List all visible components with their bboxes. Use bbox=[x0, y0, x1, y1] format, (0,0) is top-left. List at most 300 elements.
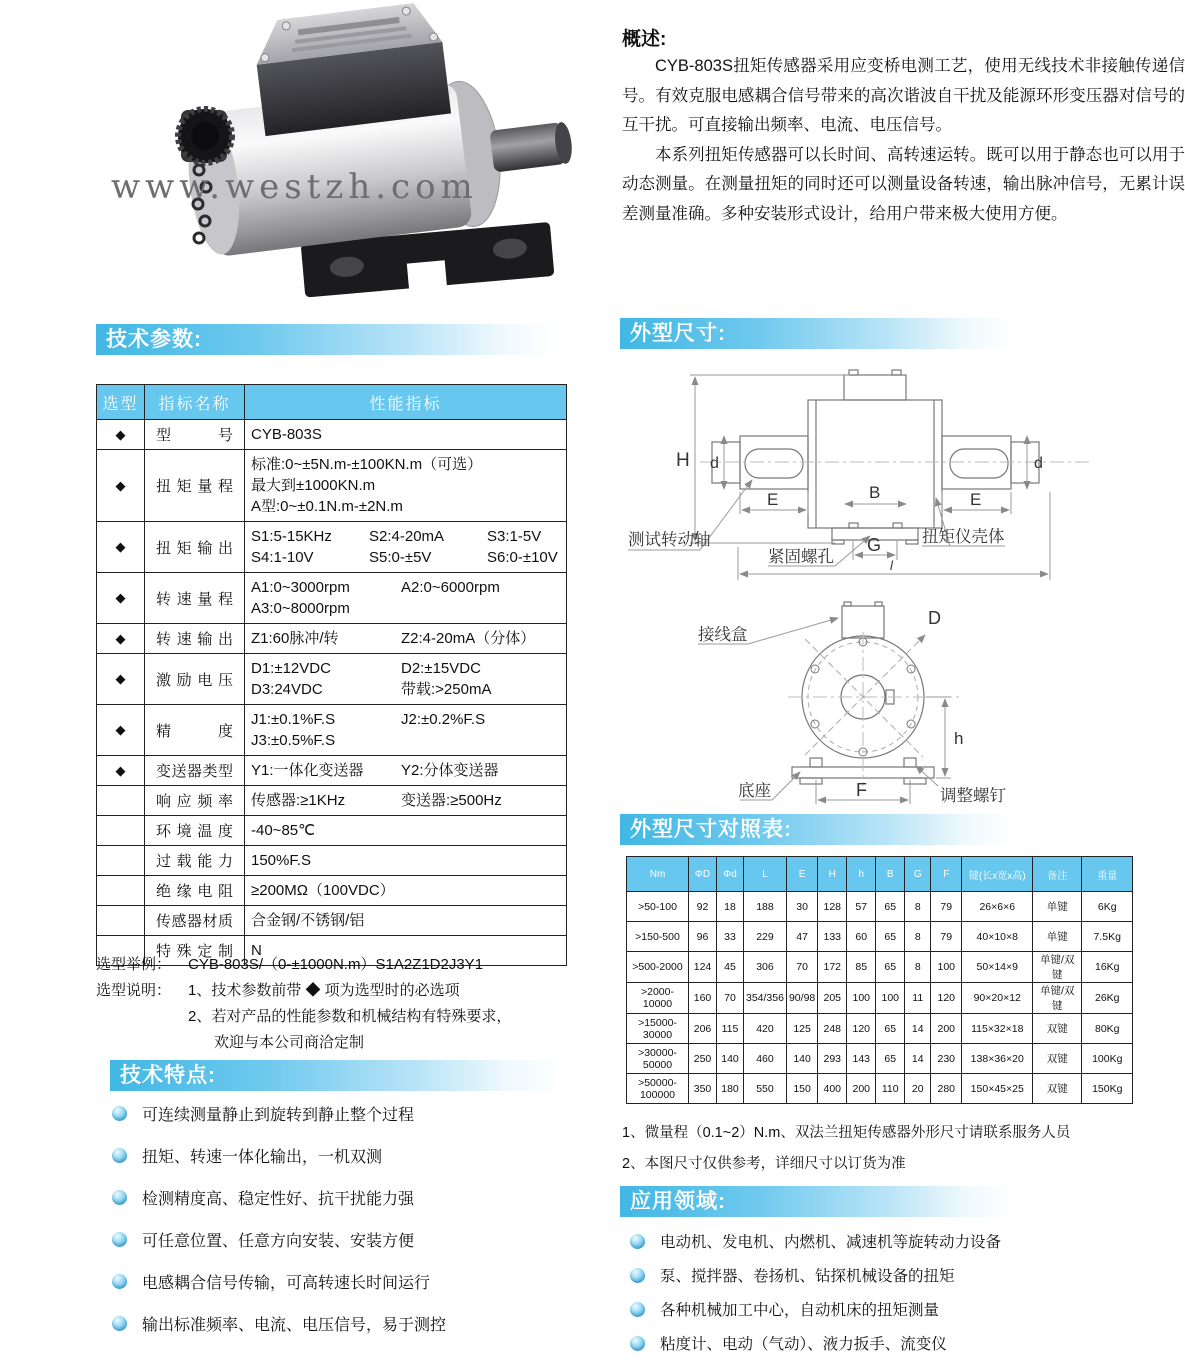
dim-label-h: h bbox=[954, 729, 964, 748]
table-row bbox=[97, 876, 567, 906]
dim-value-cell: 120 bbox=[847, 1014, 876, 1044]
section-title: 应用领域: bbox=[630, 1190, 726, 1213]
bullet-icon bbox=[630, 1302, 645, 1317]
column-header: B bbox=[876, 857, 905, 892]
dim-value-cell: 7.5Kg bbox=[1082, 922, 1133, 952]
watermark-text: www.westzh.com bbox=[111, 167, 478, 207]
param-name-cell: 转速输出 bbox=[145, 624, 245, 654]
value-line bbox=[251, 454, 560, 475]
overview-paragraph: 本系列扭矩传感器可以长时间、高转速运转。既可以用于静态也可以用于动态测量。在测量扭矩的同时还可以测量设备转速，输出脉冲信号，无累计误差测量准确。多种安装形式设计，给用户带来极大使用方便。 bbox=[622, 145, 1185, 223]
value-line bbox=[251, 760, 560, 781]
value-segment: D2:±15VDC bbox=[401, 660, 481, 677]
dim-label-F: F bbox=[856, 780, 867, 800]
dim-value-cell: 8 bbox=[905, 952, 931, 983]
dim-value-cell: 172 bbox=[818, 952, 847, 983]
front-view-diagram bbox=[620, 590, 1185, 815]
param-name-cell: 精度 bbox=[145, 705, 245, 756]
value-segment: Z1:60脉冲/转 bbox=[251, 630, 339, 647]
table-row bbox=[627, 983, 1133, 1014]
dim-value-cell: 14 bbox=[905, 1044, 931, 1074]
dim-value-cell: 420 bbox=[744, 1014, 787, 1044]
bullet-icon bbox=[112, 1148, 127, 1163]
param-value-cell bbox=[245, 705, 567, 756]
column-header: 键(长x宽x高) bbox=[962, 857, 1033, 892]
dim-value-cell: 单键 bbox=[1033, 892, 1082, 922]
dim-value-cell: 80Kg bbox=[1082, 1014, 1133, 1044]
value-line bbox=[251, 730, 560, 751]
param-name-cell: 激励电压 bbox=[145, 654, 245, 705]
dim-value-cell: 8 bbox=[905, 892, 931, 922]
tech-table-header-row bbox=[97, 385, 567, 420]
overview-title: 概述: bbox=[622, 29, 667, 50]
dim-label-d-left: d bbox=[710, 455, 719, 472]
dim-value-cell: 100 bbox=[876, 983, 905, 1014]
value-segment: 150%F.S bbox=[251, 852, 312, 869]
selection-note-line-2b: 欢迎与本公司商洽定制 bbox=[214, 1034, 365, 1051]
dim-value-cell: 350 bbox=[689, 1074, 717, 1104]
param-name-cell: 型号 bbox=[145, 420, 245, 450]
dim-value-cell: 200 bbox=[931, 1014, 962, 1044]
dim-value-cell: 229 bbox=[744, 922, 787, 952]
list-item bbox=[112, 1186, 574, 1209]
selection-note-line-2: 2、若对产品的性能参数和机械结构有特殊要求， bbox=[188, 1008, 512, 1025]
selection-example-value: CYB-803S/（0-±1000N.m）S1A2Z1D2J3Y1 bbox=[188, 956, 484, 973]
dims-table-body bbox=[627, 892, 1133, 1104]
callout-junction-box: 接线盒 bbox=[698, 626, 748, 644]
column-header: G bbox=[905, 857, 931, 892]
value-segment: A2:0~6000rpm bbox=[401, 579, 500, 596]
value-segment: ≥200MΩ（100VDC） bbox=[251, 882, 395, 899]
dim-value-cell: 140 bbox=[786, 1044, 817, 1074]
value-segment: S2:4-20mA bbox=[369, 528, 445, 545]
junction-box-outline bbox=[844, 375, 906, 400]
param-name-cell: 绝缘电阻 bbox=[145, 876, 245, 906]
dim-value-cell: 90×20×12 bbox=[962, 983, 1033, 1014]
required-mark-cell: ◆ bbox=[97, 420, 145, 450]
dim-value-cell: 单键 bbox=[1033, 922, 1082, 952]
dim-value-cell: >15000-30000 bbox=[627, 1014, 689, 1044]
table-row bbox=[97, 522, 567, 573]
features-list bbox=[112, 1102, 574, 1354]
value-segment: S5:0-±5V bbox=[369, 549, 432, 566]
list-item-text: 可任意位置、任意方向安装、安装方便 bbox=[142, 1233, 415, 1250]
selection-note-1: 1、技术参数前带 ◆ 项为选型时的必选项 bbox=[188, 982, 460, 999]
dim-value-cell: 70 bbox=[717, 983, 744, 1014]
dim-value-cell: 150Kg bbox=[1082, 1074, 1133, 1104]
dim-value-cell: 550 bbox=[744, 1074, 787, 1104]
dim-value-cell: 180 bbox=[717, 1074, 744, 1104]
list-item-text: 泵、搅拌器、卷扬机、钻探机械设备的扭矩 bbox=[660, 1268, 955, 1285]
bullet-icon bbox=[630, 1268, 645, 1283]
list-item bbox=[112, 1144, 574, 1167]
value-segment: 标准:0~±5N.m-±100KN.m（可选） bbox=[251, 456, 483, 473]
bullet-icon bbox=[112, 1232, 127, 1247]
value-line bbox=[251, 598, 560, 619]
column-header-performance: 性能指标 bbox=[245, 385, 567, 420]
dim-value-cell: 14 bbox=[905, 1014, 931, 1044]
value-line bbox=[251, 820, 560, 841]
callout-test-shaft: 测试转动轴 bbox=[628, 531, 711, 549]
value-line bbox=[251, 577, 560, 598]
dim-value-cell: 200 bbox=[847, 1074, 876, 1104]
tech-params-body bbox=[97, 420, 567, 966]
section-title: 外型尺寸: bbox=[630, 322, 726, 345]
required-mark-cell bbox=[97, 876, 145, 906]
table-row bbox=[97, 786, 567, 816]
dim-value-cell: 90/98 bbox=[786, 983, 817, 1014]
dim-label-E-right: E bbox=[970, 490, 982, 509]
section-banner-applications bbox=[620, 1186, 1013, 1217]
section-banner-tech-params bbox=[96, 324, 556, 355]
table-row bbox=[627, 1014, 1133, 1044]
column-header: h bbox=[847, 857, 876, 892]
dim-value-cell: 65 bbox=[876, 1044, 905, 1074]
value-segment: D3:24VDC bbox=[251, 681, 323, 698]
value-line bbox=[251, 658, 560, 679]
applications-list bbox=[630, 1230, 1185, 1366]
dims-note-2: 2、本图尺寸仅供参考，详细尺寸以订货为准 bbox=[622, 1156, 906, 1172]
column-header-param-name: 指标名称 bbox=[145, 385, 245, 420]
param-name-cell: 响应频率 bbox=[145, 786, 245, 816]
dim-value-cell: 400 bbox=[818, 1074, 847, 1104]
table-row bbox=[97, 846, 567, 876]
required-mark-cell: ◆ bbox=[97, 756, 145, 786]
dim-value-cell: 65 bbox=[876, 952, 905, 983]
table-row bbox=[97, 654, 567, 705]
callout-adjust-screw: 调整螺钉 bbox=[940, 787, 1006, 805]
list-item-text: 可连续测量静止到旋转到静止整个过程 bbox=[142, 1107, 415, 1124]
selection-example-label: 选型举例： bbox=[96, 956, 172, 973]
param-name-cell: 变送器类型 bbox=[145, 756, 245, 786]
value-segment: S4:1-10V bbox=[251, 549, 314, 566]
value-line bbox=[251, 424, 560, 445]
dim-label-E-left: E bbox=[767, 490, 779, 509]
required-mark-cell: ◆ bbox=[97, 450, 145, 522]
dim-value-cell: 92 bbox=[689, 892, 717, 922]
dim-value-cell: 47 bbox=[786, 922, 817, 952]
selection-info bbox=[96, 952, 576, 1056]
param-value-cell bbox=[245, 522, 567, 573]
column-header: L bbox=[744, 857, 787, 892]
dims-table bbox=[626, 856, 1133, 1104]
list-item bbox=[112, 1270, 574, 1293]
dim-value-cell: 115 bbox=[717, 1014, 744, 1044]
dim-value-cell: 100Kg bbox=[1082, 1044, 1133, 1074]
callout-base: 底座 bbox=[738, 782, 771, 800]
value-segment: A型:0~±0.1N.m-±2N.m bbox=[251, 498, 403, 515]
value-line bbox=[251, 547, 560, 568]
dim-value-cell: 单键/双键 bbox=[1033, 952, 1082, 983]
dim-value-cell: 110 bbox=[876, 1074, 905, 1104]
dim-value-cell: 65 bbox=[876, 922, 905, 952]
value-segment: CYB-803S bbox=[251, 426, 322, 443]
dim-value-cell: 8 bbox=[905, 922, 931, 952]
housing-outline bbox=[808, 400, 942, 528]
dim-value-cell: 143 bbox=[847, 1044, 876, 1074]
section-title: 外型尺寸对照表: bbox=[630, 818, 792, 841]
required-mark-cell: ◆ bbox=[97, 654, 145, 705]
table-row bbox=[627, 952, 1133, 983]
list-item bbox=[112, 1102, 574, 1125]
dim-value-cell: 188 bbox=[744, 892, 787, 922]
value-line bbox=[251, 709, 560, 730]
value-segment: 带载:>250mA bbox=[401, 681, 492, 698]
dim-value-cell: 138×36×20 bbox=[962, 1044, 1033, 1074]
required-mark-cell: ◆ bbox=[97, 522, 145, 573]
dim-value-cell: 140 bbox=[717, 1044, 744, 1074]
dim-label-l: l bbox=[890, 558, 893, 573]
value-segment: Y1:一体化变送器 bbox=[251, 762, 364, 779]
list-item-text: 电感耦合信号传输，可高转速长时间运行 bbox=[142, 1275, 431, 1292]
dim-value-cell: 11 bbox=[905, 983, 931, 1014]
list-item-text: 输出标准频率、电流、电压信号，易于测控 bbox=[142, 1317, 447, 1334]
dim-value-cell: 双键 bbox=[1033, 1074, 1082, 1104]
required-mark-cell: ◆ bbox=[97, 573, 145, 624]
dim-label-B: B bbox=[869, 483, 881, 502]
dim-value-cell: 160 bbox=[689, 983, 717, 1014]
dim-value-cell: 306 bbox=[744, 952, 787, 983]
value-line bbox=[251, 790, 560, 811]
value-line bbox=[251, 496, 560, 517]
overview-text bbox=[622, 52, 1185, 229]
list-item-text: 电动机、发电机、内燃机、减速机等旋转动力设备 bbox=[660, 1234, 1002, 1251]
value-segment: S1:5-15KHz bbox=[251, 528, 332, 545]
overview-paragraph: CYB-803S扭矩传感器采用应变桥电测工艺，使用无线技术非接触传递信号。有效克服电感耦合信号带来的高次谐波自干扰及能源环形变压器对信号的互干扰。可直接输出频率、电流、电压信号。 bbox=[622, 57, 1185, 134]
dim-value-cell: 26×6×6 bbox=[962, 892, 1033, 922]
list-item-text: 扭矩、转速一体化输出，一机双测 bbox=[142, 1149, 383, 1166]
dim-value-cell: 单键/双键 bbox=[1033, 983, 1082, 1014]
param-value-cell bbox=[245, 420, 567, 450]
selection-note-line-1 bbox=[96, 978, 576, 1004]
dim-value-cell: 30 bbox=[786, 892, 817, 922]
value-segment: A1:0~3000rpm bbox=[251, 579, 350, 596]
table-row bbox=[97, 705, 567, 756]
dim-value-cell: 33 bbox=[717, 922, 744, 952]
dim-value-cell: >500-2000 bbox=[627, 952, 689, 983]
selection-note-label: 选型说明： bbox=[96, 982, 172, 999]
dim-value-cell: 150×45×25 bbox=[962, 1074, 1033, 1104]
table-row bbox=[627, 1074, 1133, 1104]
column-header: Φd bbox=[717, 857, 744, 892]
dim-value-cell: 128 bbox=[818, 892, 847, 922]
param-value-cell bbox=[245, 573, 567, 624]
dims-table-head-row bbox=[627, 857, 1133, 892]
bullet-icon bbox=[112, 1316, 127, 1331]
column-header: Nm bbox=[627, 857, 689, 892]
table-row bbox=[97, 450, 567, 522]
side-view-diagram bbox=[620, 352, 1185, 590]
value-line bbox=[251, 679, 560, 700]
tech-params-table bbox=[96, 384, 567, 966]
value-segment: 合金钢/不锈钢/铝 bbox=[251, 912, 365, 929]
value-line bbox=[251, 628, 560, 649]
dim-value-cell: >2000-10000 bbox=[627, 983, 689, 1014]
callout-fixing-screw-hole: 紧固螺孔 bbox=[768, 548, 834, 566]
dim-value-cell: 124 bbox=[689, 952, 717, 983]
dim-value-cell: 125 bbox=[786, 1014, 817, 1044]
dim-value-cell: 50×14×9 bbox=[962, 952, 1033, 983]
value-segment: D1:±12VDC bbox=[251, 660, 331, 677]
value-segment: S6:0-±10V bbox=[487, 549, 558, 566]
param-value-cell bbox=[245, 876, 567, 906]
column-header: 备注 bbox=[1033, 857, 1082, 892]
param-value-cell bbox=[245, 786, 567, 816]
column-header: H bbox=[818, 857, 847, 892]
dim-value-cell: 230 bbox=[931, 1044, 962, 1074]
product-photo-drawing bbox=[95, 0, 580, 315]
dim-value-cell: 70 bbox=[786, 952, 817, 983]
section-title: 技术参数: bbox=[106, 328, 202, 351]
column-header: 重量 bbox=[1082, 857, 1133, 892]
dim-value-cell: 120 bbox=[931, 983, 962, 1014]
dim-value-cell: 248 bbox=[818, 1014, 847, 1044]
column-header: ΦD bbox=[689, 857, 717, 892]
value-segment: -40~85℃ bbox=[251, 822, 315, 839]
selection-example-line bbox=[96, 952, 576, 978]
value-line bbox=[251, 526, 560, 547]
dim-label-G: G bbox=[867, 535, 882, 555]
param-value-cell bbox=[245, 654, 567, 705]
required-mark-cell bbox=[97, 846, 145, 876]
dim-value-cell: 100 bbox=[847, 983, 876, 1014]
dim-value-cell: 双键 bbox=[1033, 1014, 1082, 1044]
list-item bbox=[630, 1332, 1185, 1354]
dim-value-cell: 65 bbox=[876, 1014, 905, 1044]
column-header-selection: 选型 bbox=[97, 385, 145, 420]
bullet-icon bbox=[112, 1274, 127, 1289]
column-header: F bbox=[931, 857, 962, 892]
value-segment: S3:1-5V bbox=[487, 528, 542, 545]
dims-table-notes bbox=[622, 1118, 1185, 1180]
list-item bbox=[112, 1228, 574, 1251]
table-row bbox=[97, 756, 567, 786]
dim-label-d-right: d bbox=[1034, 455, 1043, 472]
table-row bbox=[627, 892, 1133, 922]
dim-value-cell: >50-100 bbox=[627, 892, 689, 922]
bullet-icon bbox=[112, 1190, 127, 1205]
param-value-cell bbox=[245, 756, 567, 786]
value-segment: 最大到±1000KN.m bbox=[251, 477, 376, 494]
dim-value-cell: 206 bbox=[689, 1014, 717, 1044]
dim-value-cell: 20 bbox=[905, 1074, 931, 1104]
table-row bbox=[97, 816, 567, 846]
section-title: 技术特点: bbox=[120, 1064, 216, 1087]
table-row bbox=[97, 906, 567, 936]
dim-value-cell: 79 bbox=[931, 892, 962, 922]
dim-value-cell: 100 bbox=[931, 952, 962, 983]
value-segment: J1:±0.1%F.S bbox=[251, 711, 336, 728]
dim-value-cell: 205 bbox=[818, 983, 847, 1014]
required-mark-cell bbox=[97, 816, 145, 846]
section-banner-features bbox=[110, 1060, 562, 1091]
dim-value-cell: >30000-50000 bbox=[627, 1044, 689, 1074]
product-photo bbox=[95, 0, 580, 315]
list-item bbox=[630, 1298, 1185, 1320]
dim-value-cell: 65 bbox=[876, 892, 905, 922]
dim-value-cell: 250 bbox=[689, 1044, 717, 1074]
dim-value-cell: 45 bbox=[717, 952, 744, 983]
required-mark-cell: ◆ bbox=[97, 624, 145, 654]
dim-value-cell: 150 bbox=[786, 1074, 817, 1104]
param-name-cell: 扭矩输出 bbox=[145, 522, 245, 573]
dim-value-cell: 354/356 bbox=[744, 983, 787, 1014]
required-mark-cell bbox=[97, 906, 145, 936]
dim-label-D: D bbox=[928, 608, 941, 628]
required-mark-cell: ◆ bbox=[97, 705, 145, 756]
callout-torque-housing: 扭矩仪壳体 bbox=[922, 528, 1005, 546]
value-segment: Y2:分体变送器 bbox=[401, 762, 499, 779]
dim-value-cell: 85 bbox=[847, 952, 876, 983]
bullet-icon bbox=[112, 1106, 127, 1121]
sensor-junction-box bbox=[252, 0, 451, 136]
dim-value-cell: 133 bbox=[818, 922, 847, 952]
value-segment: 变送器:≥500Hz bbox=[401, 792, 502, 809]
list-item-text: 粘度计、电动（气动）、液力扳手、流变仪 bbox=[660, 1336, 947, 1353]
dim-value-cell: 293 bbox=[818, 1044, 847, 1074]
dim-value-cell: 96 bbox=[689, 922, 717, 952]
param-name-cell: 过载能力 bbox=[145, 846, 245, 876]
value-line bbox=[251, 850, 560, 871]
dim-value-cell: >50000-100000 bbox=[627, 1074, 689, 1104]
dim-value-cell: 280 bbox=[931, 1074, 962, 1104]
value-segment: A3:0~8000rpm bbox=[251, 600, 350, 617]
dim-value-cell: 26Kg bbox=[1082, 983, 1133, 1014]
param-value-cell bbox=[245, 450, 567, 522]
table-row bbox=[627, 1044, 1133, 1074]
dim-label-H: H bbox=[676, 450, 690, 471]
dim-value-cell: 40×10×8 bbox=[962, 922, 1033, 952]
value-line bbox=[251, 910, 560, 931]
param-value-cell bbox=[245, 816, 567, 846]
value-segment: 传感器:≥1KHz bbox=[251, 792, 346, 809]
list-item bbox=[112, 1312, 574, 1335]
list-item-text: 检测精度高、稳定性好、抗干扰能力强 bbox=[142, 1191, 415, 1208]
value-line bbox=[251, 475, 560, 496]
dim-value-cell: 18 bbox=[717, 892, 744, 922]
column-header: E bbox=[786, 857, 817, 892]
dim-value-cell: >150-500 bbox=[627, 922, 689, 952]
value-segment: J3:±0.5%F.S bbox=[251, 732, 336, 749]
table-row bbox=[97, 624, 567, 654]
param-name-cell: 扭矩量程 bbox=[145, 450, 245, 522]
list-item-text: 各种机械加工中心，自动机床的扭矩测量 bbox=[660, 1302, 940, 1319]
dim-value-cell: 双键 bbox=[1033, 1044, 1082, 1074]
dim-value-cell: 79 bbox=[931, 922, 962, 952]
param-name-cell: 传感器材质 bbox=[145, 906, 245, 936]
value-line bbox=[251, 880, 560, 901]
value-segment: Z2:4-20mA（分体） bbox=[401, 630, 536, 647]
list-item bbox=[630, 1264, 1185, 1286]
param-value-cell bbox=[245, 624, 567, 654]
dim-value-cell: 115×32×18 bbox=[962, 1014, 1033, 1044]
param-value-cell bbox=[245, 846, 567, 876]
value-segment: J2:±0.2%F.S bbox=[401, 711, 486, 728]
dim-value-cell: 60 bbox=[847, 922, 876, 952]
param-name-cell: 转速量程 bbox=[145, 573, 245, 624]
section-banner-dims-table bbox=[620, 814, 1013, 845]
table-row bbox=[97, 573, 567, 624]
dim-value-cell: 16Kg bbox=[1082, 952, 1133, 983]
dim-value-cell: 57 bbox=[847, 892, 876, 922]
dim-value-cell: 6Kg bbox=[1082, 892, 1133, 922]
required-mark-cell bbox=[97, 786, 145, 816]
bullet-icon bbox=[630, 1336, 645, 1351]
bullet-icon bbox=[630, 1234, 645, 1249]
param-name-cell: 环境温度 bbox=[145, 816, 245, 846]
param-name-cell: 特殊定制 bbox=[145, 936, 245, 966]
section-banner-dimensions bbox=[620, 318, 1013, 349]
value-segment: N bbox=[251, 942, 262, 959]
